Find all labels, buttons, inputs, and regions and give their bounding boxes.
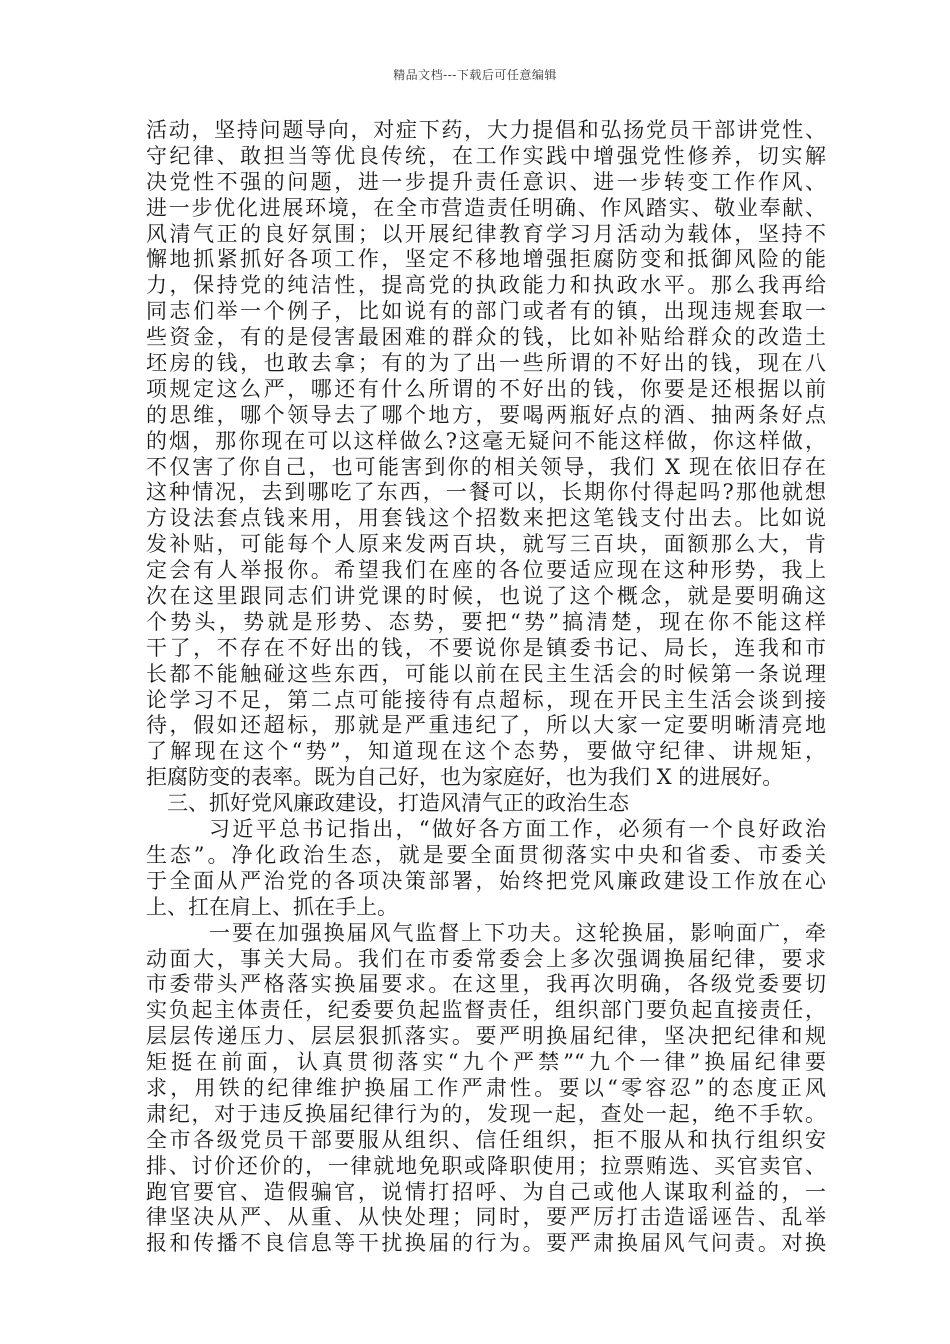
text-line: 同志们举一个例子，比如说有的部门或者有的镇，出现违规套取一 [146, 299, 826, 324]
text-line: 论学习不足，第二点可能接待有点超标，现在开民主生活会谈到接 [146, 687, 826, 712]
text-line: 活动，坚持问题导向，对症下药，大力提倡和弘扬党员干部讲党性、 [146, 118, 826, 142]
text-line: 不仅害了你自己，也可能害到你的相关领导，我们 X 现在依旧存在 [146, 454, 826, 479]
text-line: 生态”。净化政治生态，就是要全面贯彻落实中央和省委、市委关 [146, 842, 826, 867]
text-line: 了解现在这个“势”，知道现在这个态势，要做守纪律、讲规矩， [146, 739, 826, 764]
text-line: 这种情况，去到哪吃了东西，一餐可以，长期你付得起吗?那他就想 [146, 480, 826, 505]
text-line: 风清气正的良好氛围；以开展纪律教育学习月活动为载体，坚持不 [146, 221, 826, 246]
text-line: 个势头，势就是形势、态势，要把“势”搞清楚，现在你不能这样 [146, 609, 826, 634]
text-line: 力，保持党的纯洁性，提高党的执政能力和执政水平。那么我再给 [146, 273, 826, 298]
text-line: 一要在加强换届风气监督上下功夫。这轮换届，影响面广，牵 [209, 920, 826, 945]
text-line: 方设法套点钱来用，用套钱这个招数来把这笔钱支付出去。比如说 [146, 506, 826, 531]
text-line: 的思维，哪个领导去了哪个地方，要喝两瓶好点的酒、抽两条好点 [146, 402, 826, 427]
text-line: 拒腐防变的表率。既为自己好，也为家庭好，也为我们 X 的进展好。 [146, 765, 784, 790]
text-line: 项规定这么严，哪还有什么所谓的不好出的钱，你要是还根据以前 [146, 376, 826, 401]
text-line: 跑官要官、造假骗官，说情打招呼、为自己或他人谋取利益的，一 [146, 1179, 826, 1204]
text-line: 的烟，那你现在可以这样做么?这毫无疑问不能这样做，你这样做， [146, 428, 826, 453]
text-line: 守纪律、敢担当等优良传统，在工作实践中增强党性修养，切实解 [146, 143, 826, 168]
page-header: 精品文档---下载后可任意编辑 [393, 68, 557, 82]
text-line: 发补贴，可能每个人原来发两百块，就写三百块，面额那么大，肯 [146, 532, 826, 557]
text-line: 懈地抓紧抓好各项工作，坚定不移地增强拒腐防变和抵御风险的能 [146, 247, 826, 272]
text-line: 律坚决从严、从重、从快处理；同时，要严厉打击造谣诬告、乱举 [146, 1205, 826, 1230]
text-line: 长都不能触碰这些东西，可能以前在民主生活会的时候第一条说理 [146, 661, 826, 686]
text-line: 矩挺在前面，认真贯彻落实“九个严禁”“九个一律”换届纪律要 [146, 1050, 826, 1075]
text-line: 于全面从严治党的各项决策部署，始终把党风廉政建设工作放在心 [146, 868, 826, 893]
text-line: 进一步优化进展环境，在全市营造责任明确、作风踏实、敬业奉献、 [146, 195, 826, 220]
text-line: 排、讨价还价的，一律就地免职或降职使用；拉票贿选、买官卖官、 [146, 1153, 826, 1178]
text-line: 市委带头严格落实换届要求。在这里，我再次明确，各级党委要切 [146, 972, 826, 997]
text-line: 上、扛在肩上、抓在手上。 [146, 894, 398, 919]
section-heading: 三、抓好党风廉政建设，打造风清气正的政治生态 [167, 791, 629, 816]
document-body [146, 118, 826, 1257]
text-line: 坯房的钱，也敢去拿；有的为了出一些所谓的不好出的钱，现在八 [146, 351, 826, 376]
text-line: 报和传播不良信息等干扰换届的行为。要严肃换届风气问责。对换 [146, 1231, 826, 1256]
text-line: 求，用铁的纪律维护换届工作严肃性。要以“零容忍”的态度正风 [146, 1075, 826, 1100]
text-line: 决党性不强的问题，进一步提升责任意识、进一步转变工作作风、 [146, 169, 826, 194]
text-line: 待，假如还超标，那就是严重违纪了，所以大家一定要明晰清亮地 [146, 713, 826, 738]
text-line: 干了，不存在不好出的钱，不要说你是镇委书记、局长，连我和市 [146, 635, 826, 660]
text-line: 肃纪，对于违反换届纪律行为的，发现一起，查处一起，绝不手软。 [146, 1101, 826, 1126]
text-line: 实负起主体责任，纪委要负起监督责任，组织部门要负起直接责任， [146, 998, 826, 1023]
text-line: 次在这里跟同志们讲党课的时候，也说了这个概念，就是要明确这 [146, 584, 826, 609]
text-line: 动面大，事关大局。我们在市委常委会上多次强调换届纪律，要求 [146, 946, 826, 971]
text-line: 些资金，有的是侵害最困难的群众的钱，比如补贴给群众的改造土 [146, 325, 826, 350]
text-line: 全市各级党员干部要服从组织、信任组织，拒不服从和执行组织安 [146, 1127, 826, 1152]
text-line: 层层传递压力、层层狠抓落实。要严明换届纪律，坚决把纪律和规 [146, 1024, 826, 1049]
text-line: 定会有人举报你。希望我们在座的各位要适应现在这种形势，我上 [146, 558, 826, 583]
text-line: 习近平总书记指出，“做好各方面工作，必须有一个良好政治 [209, 817, 826, 842]
